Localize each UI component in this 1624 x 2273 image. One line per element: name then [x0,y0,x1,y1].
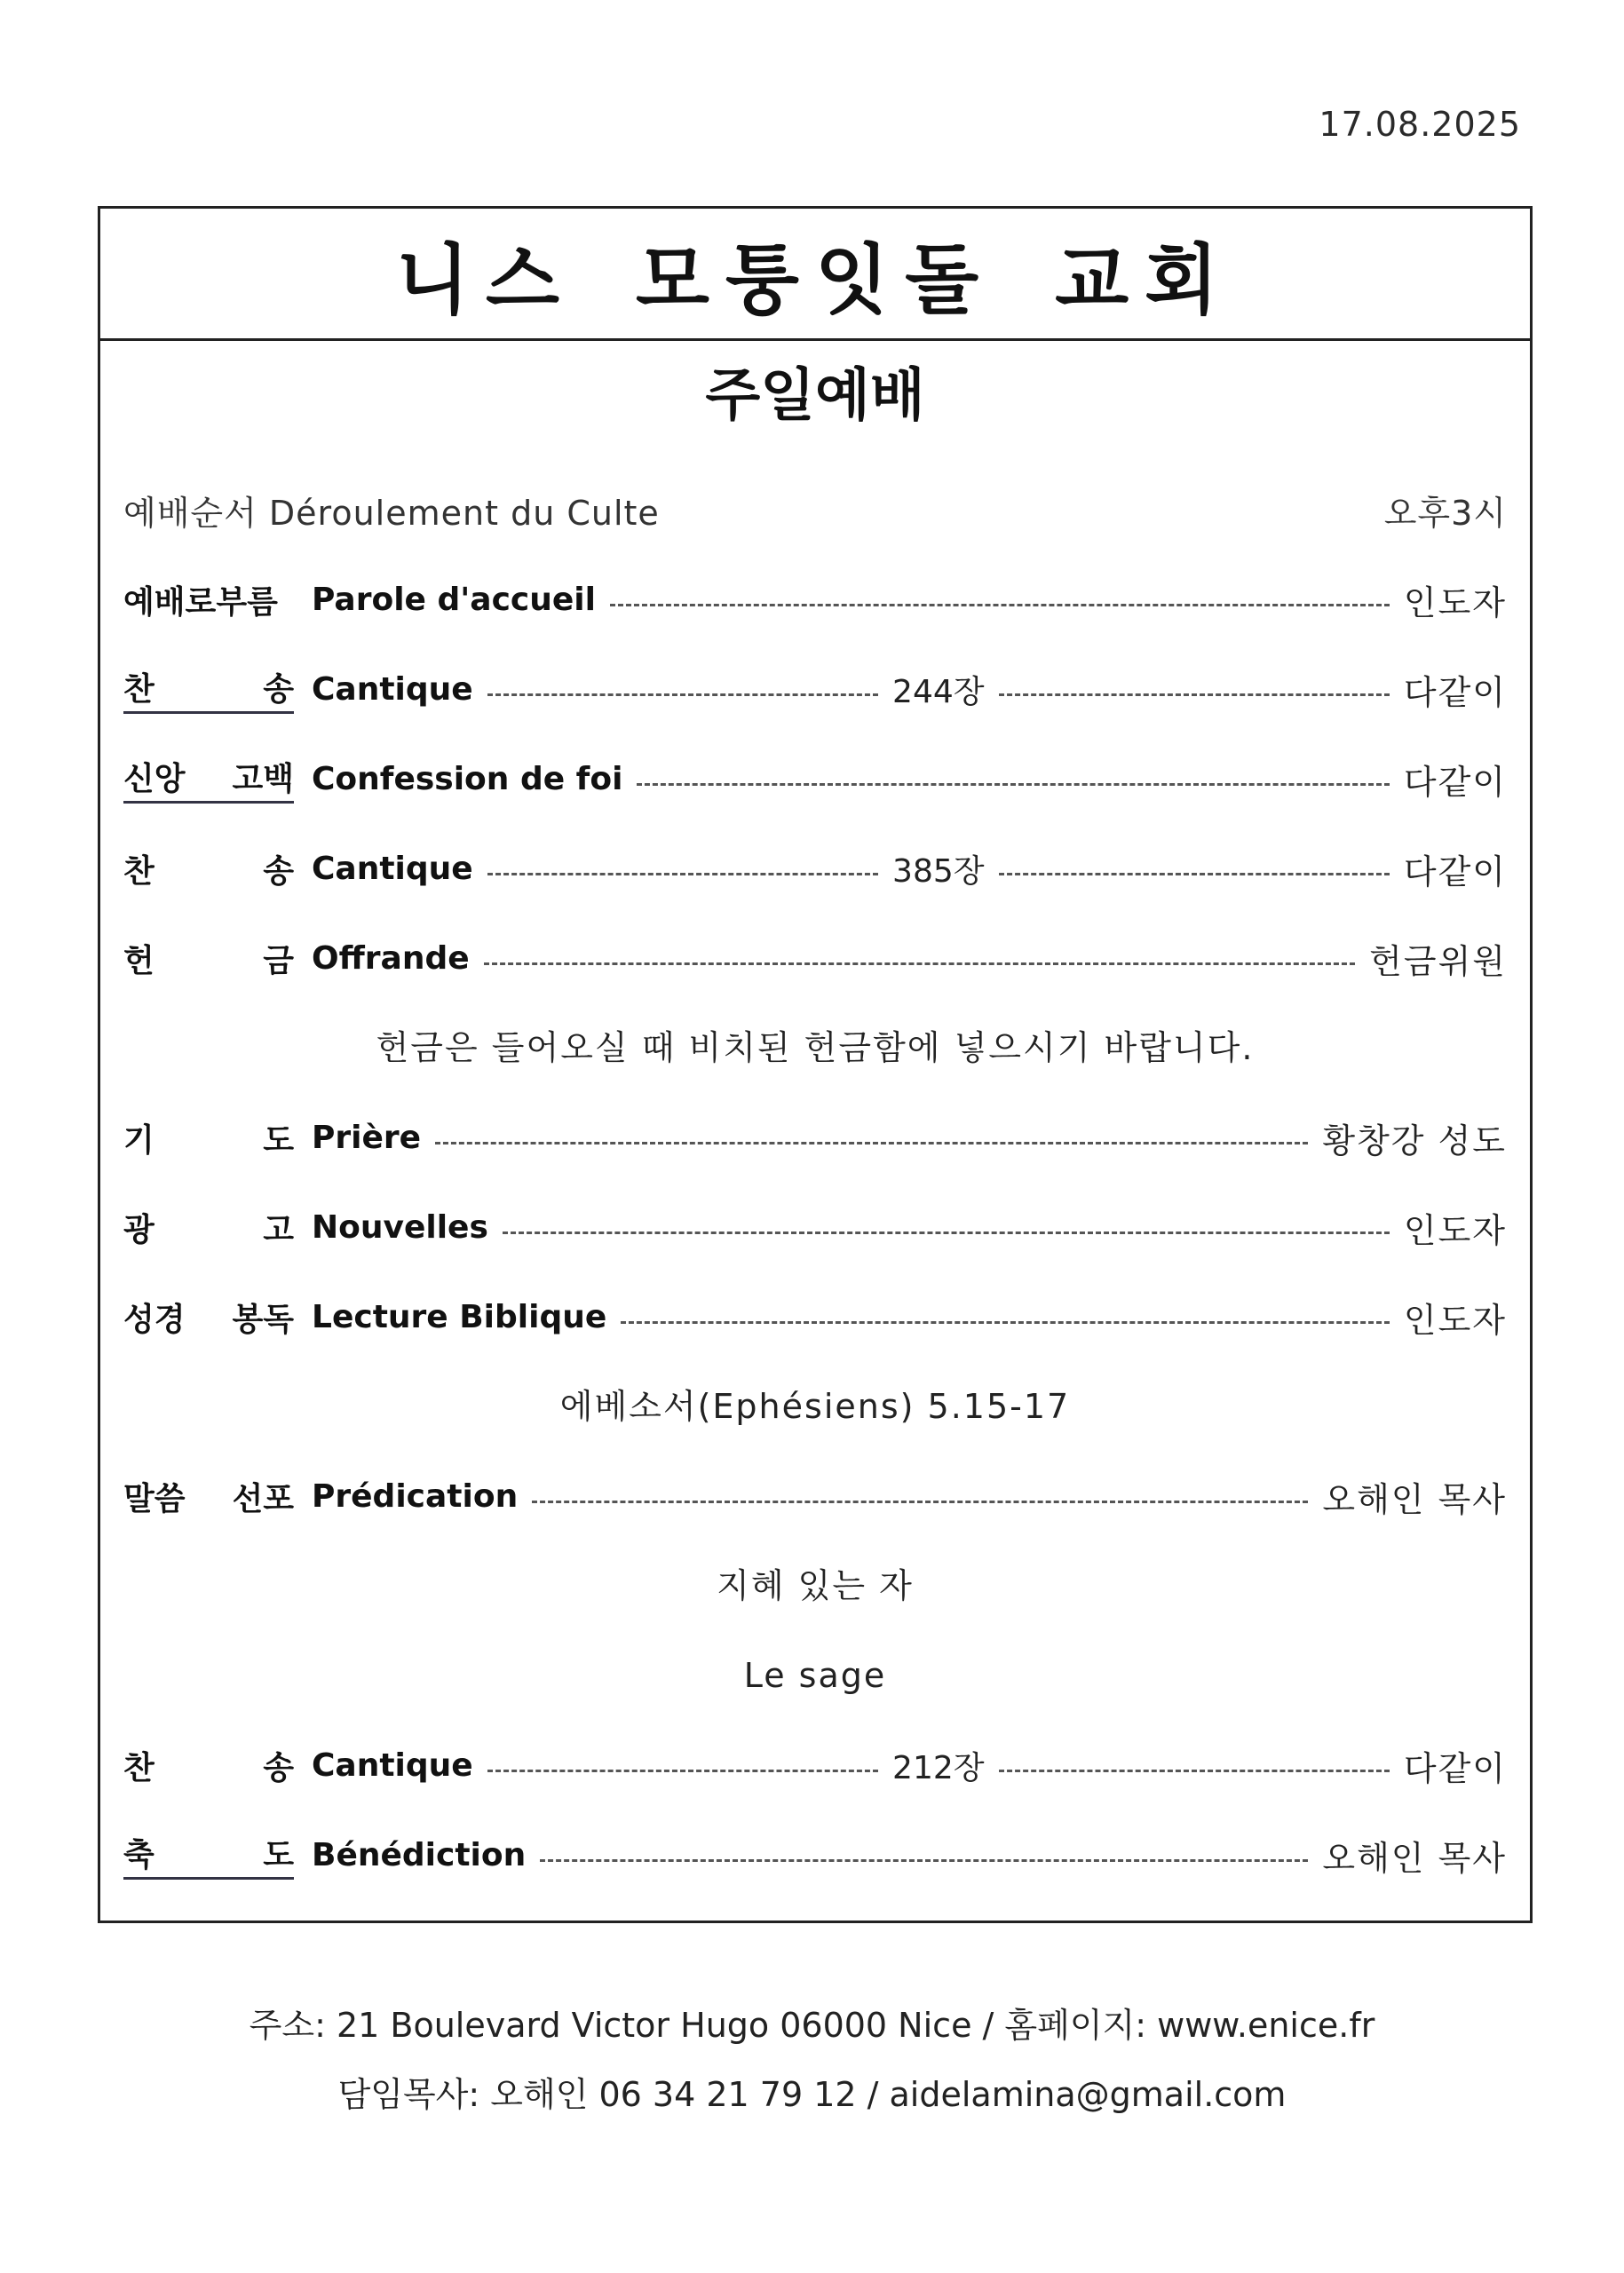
item-korean-part-2: 봉독 [232,1301,294,1338]
item-korean-part-1: 성경 [123,1301,186,1338]
title-band [100,209,1530,341]
item-korean-part-2: 도 [263,1121,294,1159]
item-korean-label [123,577,294,622]
dotted-leader [999,1770,1390,1772]
order-row-offering [123,931,1507,985]
item-korean-label [123,754,294,804]
item-korean-part-2: 고 [263,1211,294,1248]
item-french-label: Parole d'accueil [312,581,596,618]
item-french-label: Prière [312,1119,422,1156]
item-french-label: Cantique [312,670,473,708]
item-korean-label [123,1295,294,1340]
order-header [123,486,1507,535]
item-leader-person: 다같이 [1403,1748,1507,1788]
item-korean-part-2: 선포 [232,1480,294,1517]
item-leader-person: 헌금위원 [1369,941,1507,981]
item-french-label: Cantique [312,850,473,887]
item-leader-person: 인도자 [1403,1210,1507,1250]
order-row-hymn-1 [123,662,1507,716]
order-row-confession [123,752,1507,805]
order-row-benediction [123,1828,1507,1881]
sermon-title-korean: 지혜 있는 자 [717,1566,914,1605]
pastor-contact-line: 담임목사: 오해인 06 34 21 79 12 / aidelamina@gmail.com [337,2075,1287,2114]
dotted-leader [487,1770,878,1772]
order-row-news [123,1200,1507,1254]
item-korean-part-2: 송 [263,671,294,708]
item-korean-part-1: 말씀 [123,1480,186,1517]
item-korean-label [123,1474,294,1519]
dotted-leader [487,873,878,875]
order-header-label: 예배순서 Déroulement du Culte [123,494,660,533]
hymn-number: 212장 [892,1749,985,1786]
dotted-leader [540,1859,1308,1862]
church-name: 니스 모퉁잇돌 교회 [395,236,1235,325]
item-korean-part-2: 금 [263,942,294,979]
item-french-label: Cantique [312,1746,473,1784]
item-french-label: Prédication [312,1477,519,1515]
dotted-leader [999,693,1390,696]
item-korean-label [123,1205,294,1250]
order-row-welcome [123,573,1507,626]
item-leader-person: 다같이 [1403,762,1507,802]
item-leader-person: 다같이 [1403,851,1507,891]
item-korean-label [123,846,294,891]
hymn-number: 385장 [892,852,985,890]
dotted-leader [999,873,1390,875]
item-leader-person: 인도자 [1403,582,1507,622]
dotted-leader [532,1501,1308,1503]
dotted-leader [484,962,1356,965]
item-korean-part-2: 도 [263,1837,294,1873]
item-korean-part-1: 찬 [123,852,154,890]
address-line: 주소: 21 Boulevard Victor Hugo 06000 Nice / 홈페이지: www.enice.fr [249,2006,1375,2045]
offering-note: 헌금은 들어오실 때 비치된 헌금함에 넣으시기 바랍니다. [376,1028,1255,1067]
item-korean-label [123,936,294,981]
item-leader-person: 다같이 [1403,672,1507,712]
item-leader-person: 황창강 성도 [1322,1121,1507,1160]
bulletin-frame [98,206,1533,1923]
item-korean-part-2: 송 [263,1749,294,1786]
item-korean-part-1: 찬 [123,671,154,708]
dotted-leader [637,783,1389,786]
item-korean-label [123,1830,294,1880]
order-row-prayer [123,1111,1507,1164]
item-korean-label [123,1115,294,1160]
item-korean-part-1: 헌 [123,942,154,979]
item-korean-part-1: 기 [123,1121,154,1159]
item-french-label: Confession de foi [312,760,623,797]
order-row-reading [123,1290,1507,1343]
order-row-sermon [123,1469,1507,1523]
scripture-reference: 에베소서(Ephésiens) 5.15-17 [559,1387,1071,1426]
dotted-leader [610,604,1390,606]
item-korean-part-1: 축 [123,1837,154,1873]
service-title: 주일예배 [705,363,925,429]
dotted-leader [503,1232,1390,1234]
item-korean-part-1: 신앙 [123,761,186,797]
item-leader-person: 오해인 목사 [1322,1479,1507,1519]
dotted-leader [487,693,878,696]
item-french-label: Bénédiction [312,1836,527,1873]
item-french-label: Offrande [312,939,470,977]
bulletin-date: 17.08.2025 [1319,105,1521,144]
hymn-number: 244장 [892,673,985,710]
item-french-label: Nouvelles [312,1208,488,1246]
sermon-title-french: Le sage [743,1656,887,1695]
item-leader-person: 인도자 [1403,1300,1507,1340]
item-korean-label [123,1743,294,1788]
item-korean-part-1: 찬 [123,1749,154,1786]
item-leader-person: 오해인 목사 [1322,1838,1507,1878]
item-french-label: Lecture Biblique [312,1298,607,1335]
dotted-leader [435,1142,1308,1144]
service-time: 오후3시 [1383,494,1507,533]
item-korean-part-1: 광 [123,1211,154,1248]
order-row-hymn-3 [123,1738,1507,1792]
item-korean-part-2: 고백 [232,761,294,797]
item-korean-label [123,664,294,714]
order-row-hymn-2 [123,842,1507,895]
dotted-leader [621,1321,1390,1324]
item-korean-part-1: 예배로부름 [123,583,278,621]
item-korean-part-2: 송 [263,852,294,890]
